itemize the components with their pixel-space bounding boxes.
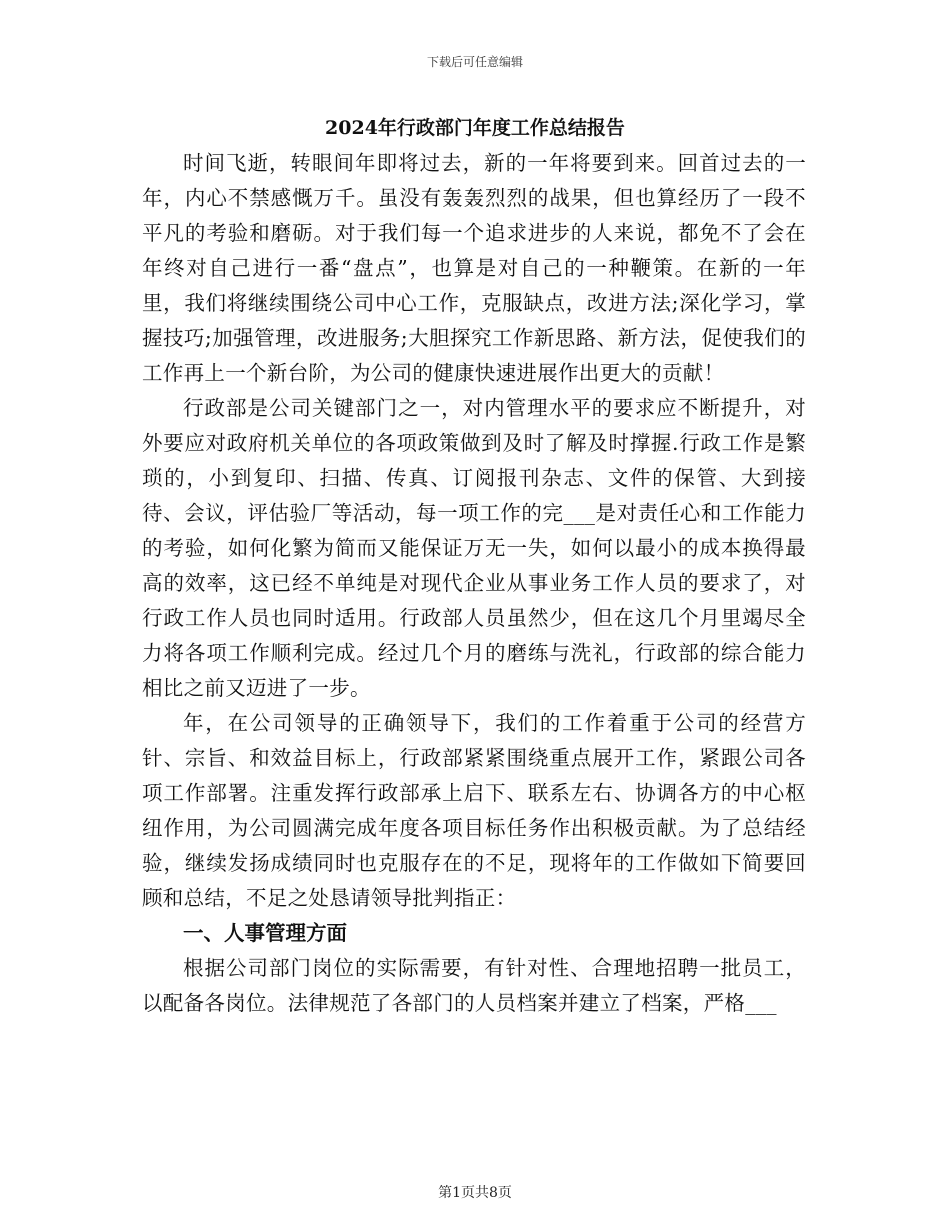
page-footer-number: 第1页共8页 bbox=[438, 1185, 512, 1201]
document-title: 2024年行政部门年度工作总结报告 bbox=[325, 117, 625, 139]
paragraph-hr: 根据公司部门岗位的实际需要，有针对性、合理地招聘一批员工，以配备各岗位。法律规范了各部门的人员档案并建立了档案，严格___ bbox=[142, 956, 806, 1015]
section-heading-hr: 一、人事管理方面 bbox=[183, 921, 347, 945]
paragraph-intro: 时间飞逝，转眼间年即将过去，新的一年将要到来。回首过去的一年，内心不禁感慨万千。虽没有轰轰烈烈的战果，但也算经历了一段不平凡的考验和磨砺。对于我们每一个追求进步的人来说，都免不了会在年终对自己进行一番“盘点”，也算是对自己的一种鞭策。在新的一年里，我们将继续围绕公司中心工作，克服缺点，改进方法;深化学习，掌握技巧;加强管理，改进服务;大胆探究工作新思路、新方法，促使我们的工作再上一个新台阶，为公司的健康快速进展作出更大的贡献！ bbox=[142, 151, 806, 385]
paragraph-year-summary: 年，在公司领导的正确领导下，我们的工作着重于公司的经营方针、宗旨、和效益目标上，行政部紧紧围绕重点展开工作，紧跟公司各项工作部署。注重发挥行政部承上启下、联系左右、协调各方的中心枢纽作用，为公司圆满完成年度各项目标任务作出积极贡献。为了总结经验，继续发扬成绩同时也克服存在的不足，现将年的工作做如下简要回顾和总结，不足之处恳请领导批判指正： bbox=[142, 711, 806, 910]
document-body bbox=[142, 146, 806, 1021]
paragraph-department-role: 行政部是公司关键部门之一，对内管理水平的要求应不断提升，对外要应对政府机关单位的各项政策做到及时了解及时撑握.行政工作是繁琐的，小到复印、扫描、传真、订阅报刊杂志、文件的保管、大到接待、会议，评估验厂等活动，每一项工作的完___是对责任心和工作能力的考验，如何化繁为简而又能保证万无一失，如何以最小的成本换得最高的效率，这已经不单纯是对现代企业从事业务工作人员的要求了，对行政工作人员也同时适用。行政部人员虽然少，但在这几个月里竭尽全力将各项工作顺利完成。经过几个月的磨练与洗礼，行政部的综合能力相比之前又迈进了一步。 bbox=[142, 396, 806, 700]
page-header-note: 下载后可任意编辑 bbox=[426, 55, 523, 69]
